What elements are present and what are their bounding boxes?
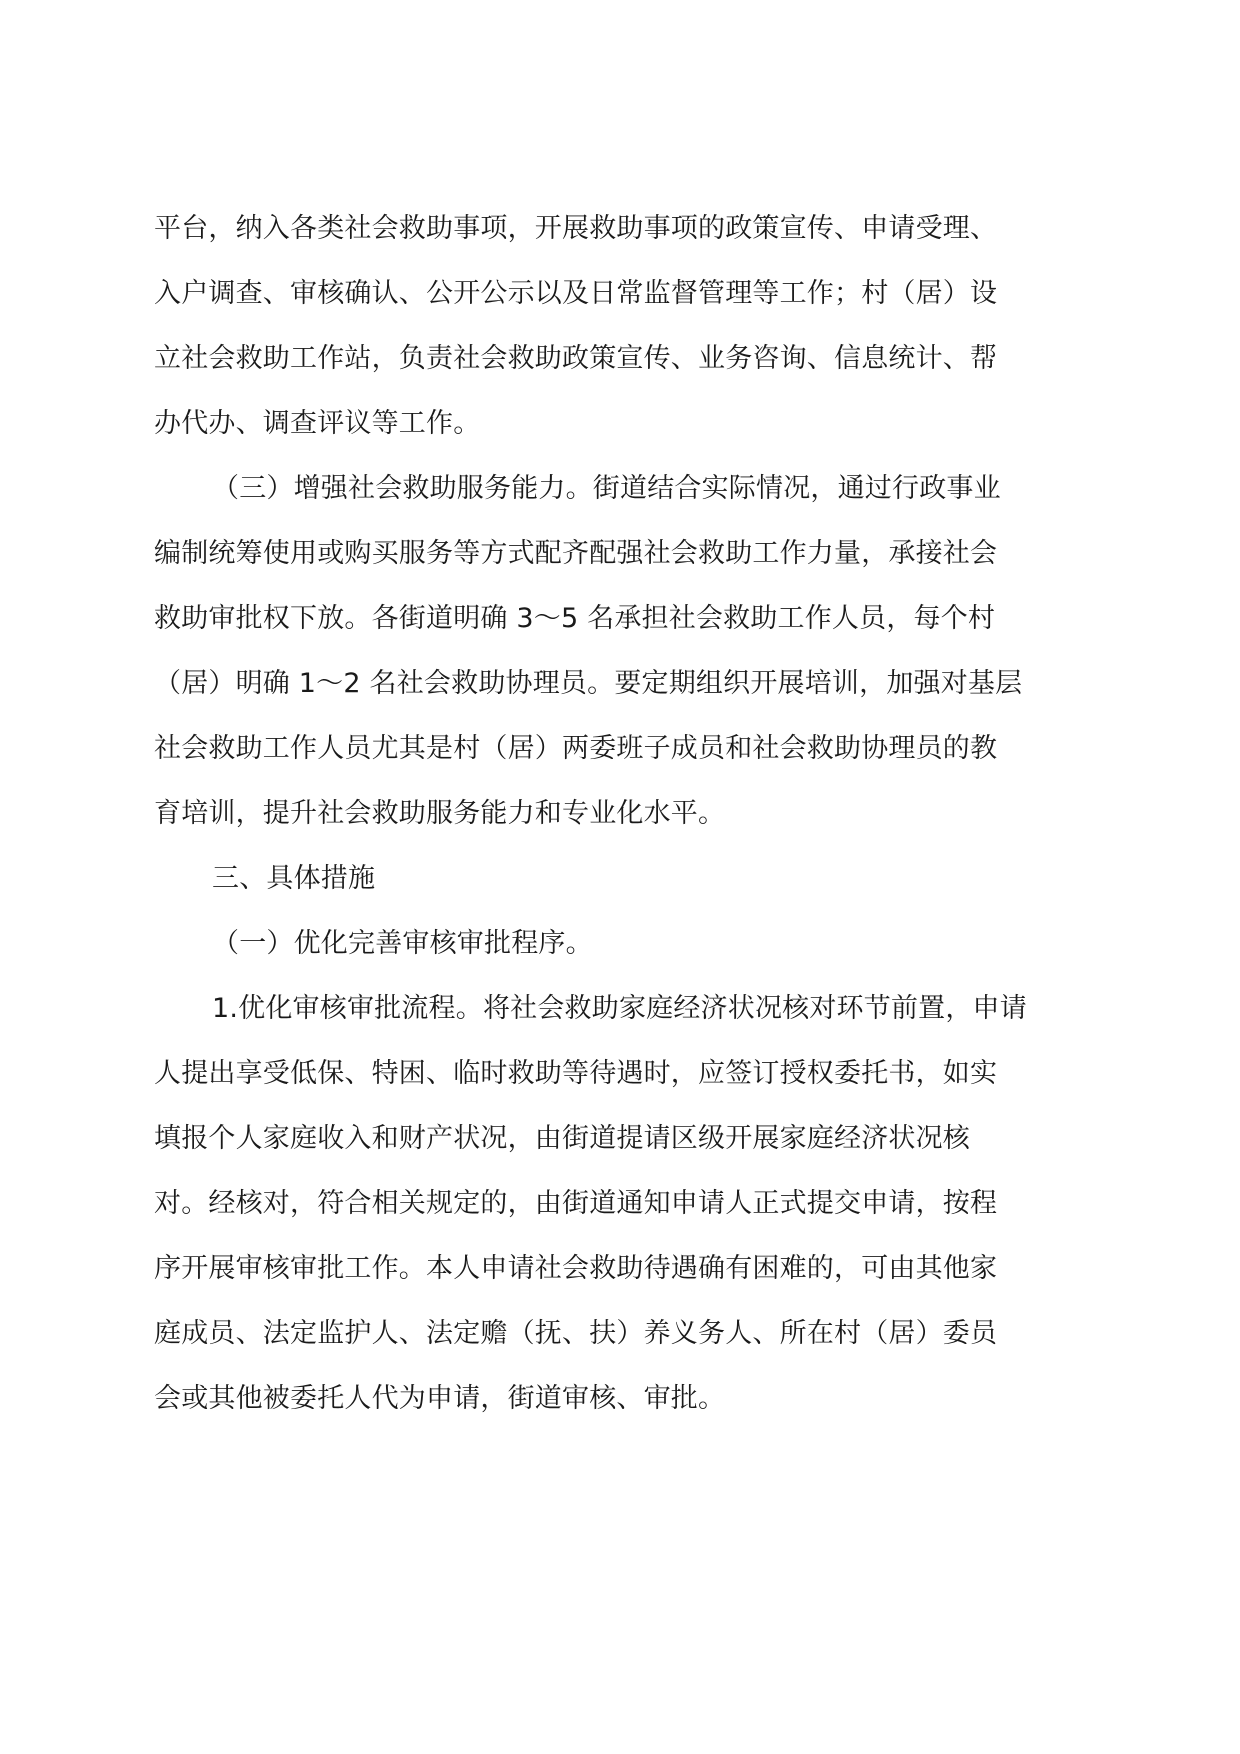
text-line: 对。经核对，符合相关规定的，由街道通知申请人正式提交申请，按程 [154,1188,998,1219]
text-line: 庭成员、法定监护人、法定赡（抚、扶）养义务人、所在村（居）委员 [154,1318,998,1349]
text-line: 人提出享受低保、特困、临时救助等待遇时，应签订授权委托书，如实 [154,1058,998,1089]
subsection-heading: （一）优化完善审核审批程序。 [212,928,593,959]
text-line: 办代办、调查评议等工作。 [154,408,481,439]
text-line: 序开展审核审批工作。本人申请社会救助待遇确有困难的，可由其他家 [154,1253,998,1284]
document-body [154,196,1094,1431]
text-line: 救助审批权下放。各街道明确 3～5 名承担社会救助工作人员，每个村 [154,603,996,634]
paragraph-start-line: （三）增强社会救助服务能力。街道结合实际情况，通过行政事业 [212,473,1001,504]
text-line: 编制统筹使用或购买服务等方式配齐配强社会救助工作力量，承接社会 [154,538,998,569]
text-line: 育培训，提升社会救助服务能力和专业化水平。 [154,798,726,829]
text-line: 入户调查、审核确认、公开公示以及日常监督管理等工作；村（居）设 [154,278,998,309]
text-line: 填报个人家庭收入和财产状况，由街道提请区级开展家庭经济状况核 [154,1123,970,1154]
text-line: 会或其他被委托人代为申请，街道审核、审批。 [154,1383,726,1414]
section-heading: 三、具体措施 [212,863,376,894]
text-line: 平台，纳入各类社会救助事项，开展救助事项的政策宣传、申请受理、 [154,213,998,244]
text-line: 立社会救助工作站，负责社会救助政策宣传、业务咨询、信息统计、帮 [154,343,998,374]
text-line: （居）明确 1～2 名社会救助协理员。要定期组织开展培训，加强对基层 [154,668,1023,699]
paragraph-start-line: 1.优化审核审批流程。将社会救助家庭经济状况核对环节前置，申请 [212,993,1027,1024]
text-line: 社会救助工作人员尤其是村（居）两委班子成员和社会救助协理员的教 [154,733,998,764]
